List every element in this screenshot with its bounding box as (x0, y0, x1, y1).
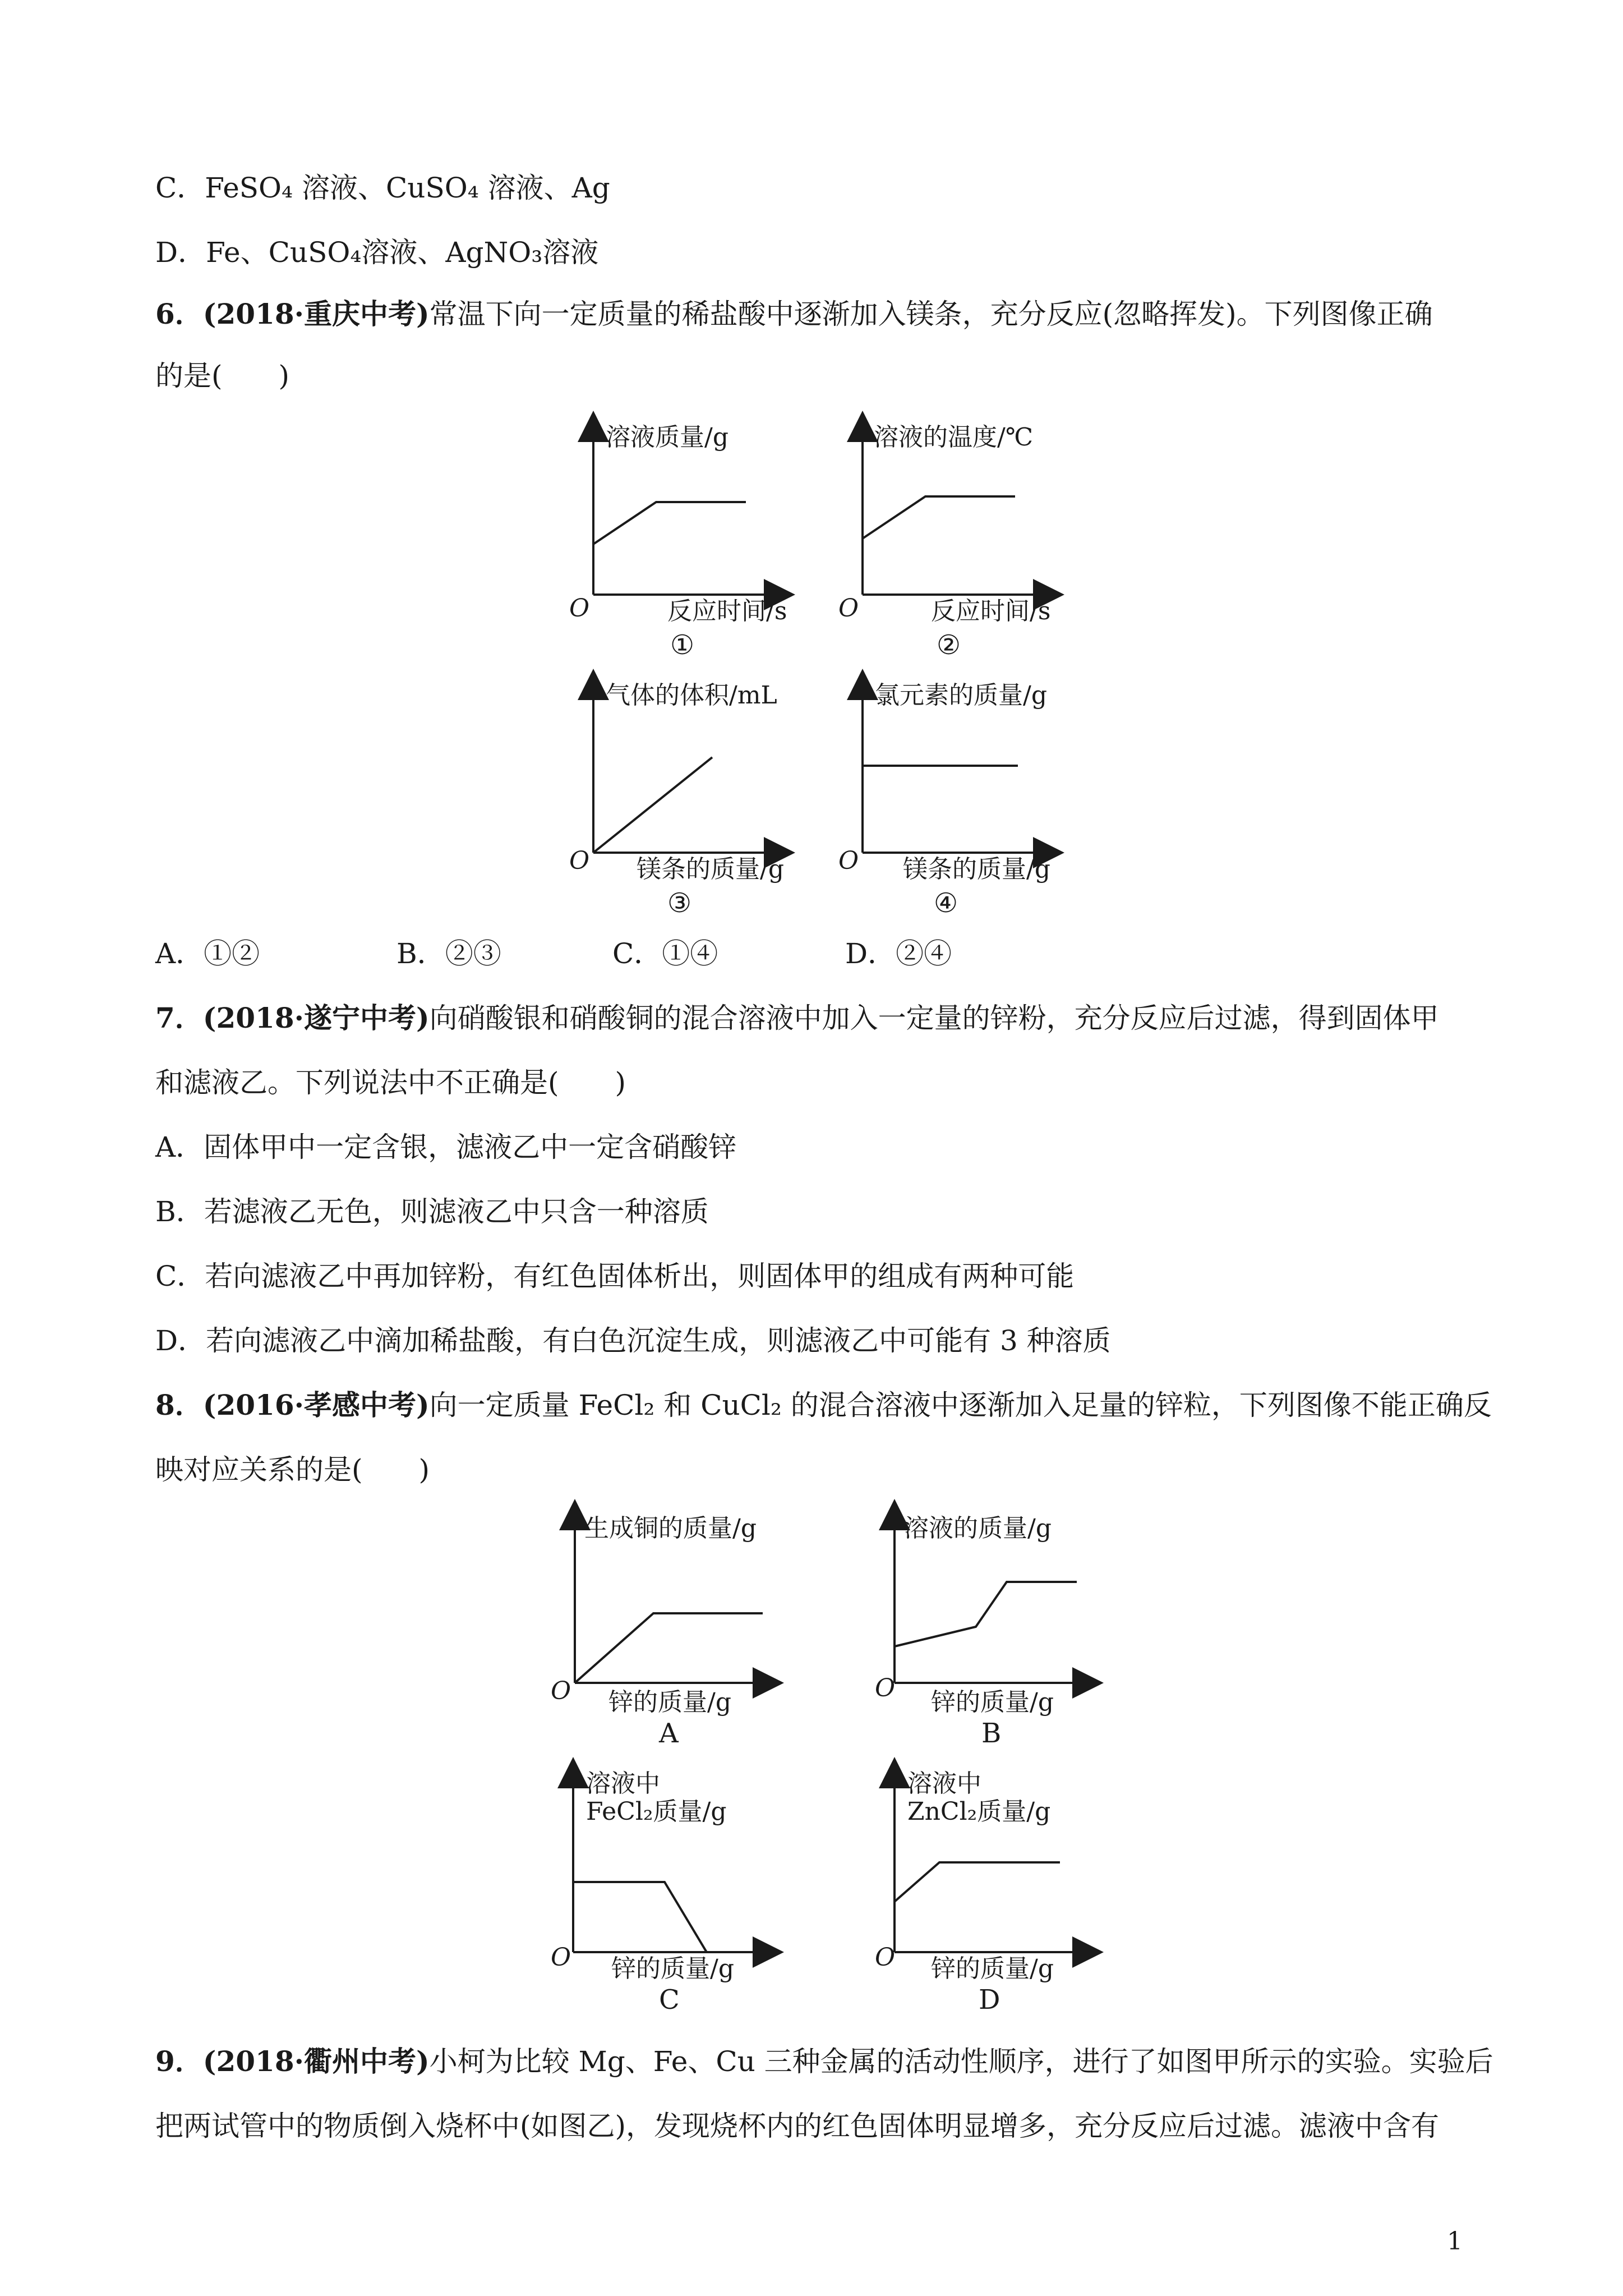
y-axis-label-line2: ZnCl₂质量/g (907, 1797, 1051, 1826)
question-7-line2: 和滤液乙。下列说法中不正确是( ) (155, 1066, 626, 1099)
q6-option-d: D．②④ (845, 937, 952, 970)
question-6-number: 6．(2018·重庆中考) (155, 297, 430, 330)
y-axis-label: 溶液的质量/g (904, 1514, 1052, 1543)
origin-label: O (569, 594, 590, 623)
question-9-line2: 把两试管中的物质倒入烧杯中(如图乙)，发现烧杯内的红色固体明显增多，充分反应后过滤。滤液中含有 (155, 2110, 1440, 2142)
origin-label: O (551, 1943, 571, 1972)
q8-graph-b (864, 1503, 1099, 1749)
question-8-line2: 映对应关系的是( ) (155, 1453, 430, 1486)
question-8-text: 向一定质量 FeCl₂ 和 CuCl₂ 的混合溶液中逐渐加入足量的锌粒，下列图像不能正确反 (429, 1389, 1492, 1421)
y-axis-label: 溶液的温度/℃ (874, 423, 1034, 452)
origin-label: O (838, 594, 859, 623)
question-8 (155, 1388, 1492, 1422)
q7-option-a: A．固体甲中一定含银，滤液乙中一定含硝酸锌 (155, 1131, 737, 1163)
y-axis-label-line2: FeCl₂质量/g (586, 1797, 727, 1826)
x-axis-label: 镁条的质量/g (903, 855, 1050, 884)
option-c-line: C．FeSO₄ 溶液、CuSO₄ 溶液、Ag (155, 172, 610, 204)
y-axis-label-line1: 溶液中 (907, 1769, 981, 1798)
x-axis-label: 反应时间/s (931, 597, 1051, 625)
x-axis-label: 锌的质量/g (611, 1954, 734, 1983)
question-7-number: 7．(2018·遂宁中考) (155, 1001, 430, 1034)
x-axis-label: 锌的质量/g (931, 1688, 1054, 1717)
origin-label: O (875, 1674, 896, 1703)
curve (593, 502, 746, 544)
q6-graph-4 (824, 673, 1066, 919)
q6-option-a: A．①② (155, 937, 260, 970)
q8-graph-c (544, 1761, 780, 2014)
graph-letter: C (659, 1984, 680, 2016)
question-6-line2: 的是( ) (155, 360, 290, 392)
question-6 (155, 297, 1433, 331)
q7-option-c: C．若向滤液乙中再加锌粉，有红色固体析出，则固体甲的组成有两种可能 (155, 1260, 1075, 1292)
origin-label: O (838, 846, 859, 875)
graph-number: ① (670, 629, 695, 661)
option-d-line: D．Fe、CuSO₄溶液、AgNO₃溶液 (155, 236, 599, 269)
graph-number: ② (937, 629, 961, 661)
q7-option-d: D．若向滤液乙中滴加稀盐酸，有白色沉淀生成，则滤液乙中可能有 3 种溶质 (155, 1324, 1111, 1357)
q8-graph-d (864, 1761, 1099, 2014)
question-6-text: 常温下向一定质量的稀盐酸中逐渐加入镁条，充分反应(忽略挥发)。下列图像正确 (429, 298, 1433, 330)
origin-label: O (875, 1943, 896, 1972)
curve (593, 757, 712, 853)
origin-label: O (569, 846, 590, 875)
y-axis-label-line1: 溶液中 (586, 1769, 660, 1798)
q6-graph-1 (561, 415, 787, 661)
graph-letter: D (979, 1984, 1000, 2016)
q6-graph-2 (830, 415, 1054, 661)
q6-graph-3 (555, 673, 796, 919)
question-7 (155, 1001, 1439, 1035)
x-axis-label: 镁条的质量/g (637, 855, 784, 884)
question-9-text: 小柯为比较 Mg、Fe、Cu 三种金属的活动性顺序，进行了如图甲所示的实验。实验后 (429, 2045, 1493, 2078)
curve (575, 1613, 763, 1683)
q6-option-c: C．①④ (612, 937, 718, 970)
question-9 (155, 2045, 1493, 2078)
graph-number: ③ (667, 887, 692, 919)
x-axis-label: 反应时间/s (667, 597, 787, 625)
curve (895, 1862, 1060, 1902)
y-axis-label: 氯元素的质量/g (875, 681, 1047, 710)
page-number: 1 (1447, 2227, 1463, 2256)
origin-label: O (551, 1677, 571, 1705)
question-9-number: 9．(2018·衢州中考) (155, 2045, 430, 2078)
graph-letter: B (981, 1718, 1002, 1749)
question-7-text: 向硝酸银和硝酸铜的混合溶液中加入一定量的锌粉，充分反应后过滤，得到固体甲 (429, 1002, 1439, 1034)
y-axis-label: 气体的体积/mL (606, 681, 777, 710)
question-8-number: 8．(2016·孝感中考) (155, 1388, 430, 1421)
graph-letter: A (659, 1718, 679, 1749)
q6-option-b: B．②③ (396, 937, 501, 970)
curve (863, 496, 1015, 539)
x-axis-label: 锌的质量/g (608, 1688, 731, 1717)
q7-option-b: B．若滤液乙无色，则滤液乙中只含一种溶质 (155, 1195, 709, 1228)
curve (573, 1882, 707, 1952)
y-axis-label: 生成铜的质量/g (584, 1514, 757, 1543)
x-axis-label: 锌的质量/g (931, 1954, 1054, 1983)
y-axis-label: 溶液质量/g (606, 423, 728, 452)
q8-graph-a (544, 1503, 780, 1749)
curve (895, 1582, 1077, 1646)
graph-number: ④ (934, 887, 958, 919)
